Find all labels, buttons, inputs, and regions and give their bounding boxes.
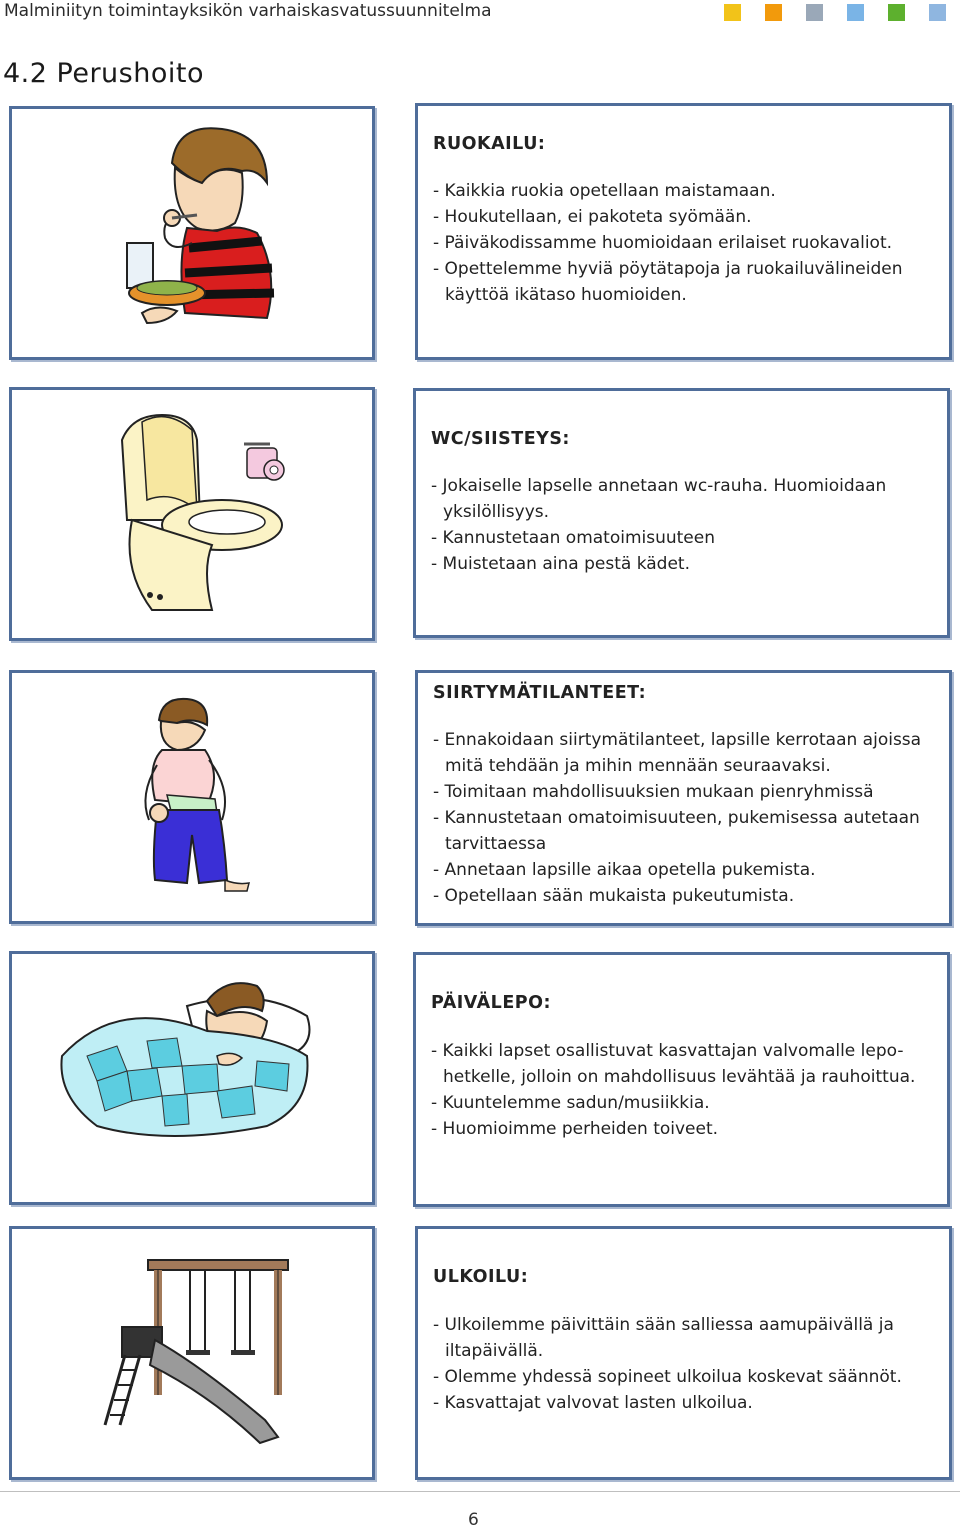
page-title: 4.2 Perushoito [3,58,204,89]
ulkoilu-image-box [9,1226,375,1480]
toilet-icon [112,410,302,620]
child-sleeping-icon [57,976,317,1146]
document-header [0,0,960,26]
ulkoilu-line: - Kasvattajat valvovat lasten ulkoilua. [433,1393,753,1413]
paivalepo-image-box [9,951,375,1205]
paivalepo-heading: PÄIVÄLEPO: [431,993,551,1013]
siirtyma-line: - Ennakoidaan siirtymätilanteet, lapsille kerrotaan ajoissa [433,730,922,750]
color-square-light-blue [847,4,864,21]
siirtyma-line: - Kannustetaan omatoimisuuteen, pukemisessa autetaan [433,808,920,828]
color-square-gray [806,4,823,21]
siirtyma-image-box [9,670,375,924]
document-title: Malminiityn toimintayksikön varhaiskasvatussuunnitelma [4,1,492,21]
color-square-yellow [724,4,741,21]
siirtyma-line: - Toimitaan mahdollisuuksien mukaan pienryhmissä [433,782,874,802]
ruokailu-image-box [9,106,375,360]
paivalepo-line: - Kuuntelemme sadun/musiikkia. [431,1093,710,1113]
wc-line: - Muistetaan aina pestä kädet. [431,554,690,574]
wc-line: - Kannustetaan omatoimisuuteen [431,528,716,548]
playground-icon [100,1255,300,1445]
siirtyma-line: - Opetellaan sään mukaista pukeutumista. [433,886,795,906]
child-dressing-icon [137,695,257,895]
siirtyma-heading: SIIRTYMÄTILANTEET: [433,683,647,703]
siirtyma-line: tarvittaessa [445,834,547,854]
ulkoilu-text-box [415,1226,952,1480]
paivalepo-line: - Kaikki lapset osallistuvat kasvattajan valvomalle lepo- [431,1041,904,1061]
siirtyma-line: mitä tehdään ja mihin mennään seuraavaksi. [445,756,831,776]
wc-line: yksilöllisyys. [443,502,550,522]
siirtyma-line: - Annetaan lapsille aikaa opetella pukemista. [433,860,816,880]
ruokailu-text-box [415,103,952,360]
page-number: 6 [468,1510,479,1528]
child-eating-icon [117,123,317,343]
ruokailu-line: - Päiväkodissamme huomioidaan erilaiset ruokavaliot. [433,233,893,253]
ulkoilu-heading: ULKOILU: [433,1267,529,1287]
wc-line: - Jokaiselle lapselle annetaan wc-rauha. Huomioidaan [431,476,887,496]
paivalepo-line: - Huomioimme perheiden toiveet. [431,1119,719,1139]
ruokailu-line: - Opettelemme hyviä pöytätapoja ja ruokailuvälineiden [433,259,903,279]
wc-image-box [9,387,375,641]
paivalepo-line: hetkelle, jolloin on mahdollisuus levähtää ja rauhoittua. [443,1067,916,1087]
wc-text-box [413,388,950,638]
footer-divider [0,1491,960,1492]
color-square-green [888,4,905,21]
siirtyma-text-box [415,670,952,926]
color-square-orange [765,4,782,21]
ruokailu-line: - Kaikkia ruokia opetellaan maistamaan. [433,181,776,201]
ruokailu-line: - Houkutellaan, ei pakoteta syömään. [433,207,752,227]
paivalepo-text-box [413,952,950,1207]
ulkoilu-line: - Ulkoilemme päivittäin sään salliessa aamupäivällä ja [433,1315,894,1335]
ulkoilu-line: iltapäivällä. [445,1341,544,1361]
wc-heading: WC/SIISTEYS: [431,429,570,449]
ruokailu-heading: RUOKAILU: [433,134,546,154]
color-square-blue [929,4,946,21]
ulkoilu-line: - Olemme yhdessä sopineet ulkoilua koskevat säännöt. [433,1367,902,1387]
ruokailu-line: käyttöä ikätaso huomioiden. [445,285,687,305]
